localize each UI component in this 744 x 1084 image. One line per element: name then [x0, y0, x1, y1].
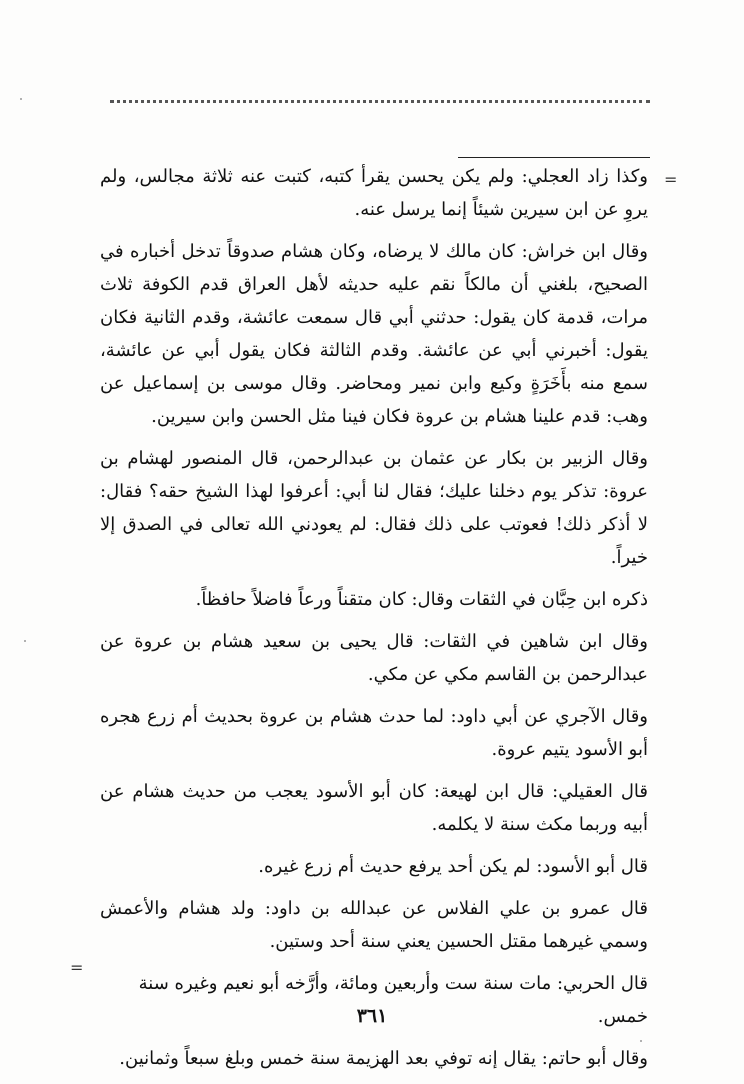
paragraph-ijli: وكذا زاد العجلي: ولم يكن يحسن يقرأ كتبه، كتبت عنه ثلاثة مجالس، ولم يروِ عن ابن سيرين شيئاً إنما يرسل عنه.: [100, 166, 648, 220]
paragraph-uqayli: قال العقيلي: قال ابن لهيعة: كان أبو الأسود يعجب من حديث هشام عن أبيه وربما مكث سنة لا يكلمه.: [100, 781, 648, 835]
scan-speck: [20, 98, 22, 100]
paragraph-fallas: قال عمرو بن علي الفلاس عن عبدالله بن داود: ولد هشام والأعمش وسمي غيرهما مقتل الحسين يعني سنة أحد وستين.: [100, 898, 648, 952]
paragraph-abu-al-aswad: قال أبو الأسود: لم يكن أحد يرفع حديث أم زرع غيره.: [258, 856, 648, 877]
scan-speck: [640, 1040, 642, 1042]
footnote-separator-rule: [458, 157, 650, 158]
paragraph-harbi: قال الحربي: مات سنة ست وأربعين ومائة، وأرَّخه أبو نعيم وغيره سنة خمس.: [138, 973, 648, 1027]
paragraph-abu-hatim: وقال أبو حاتم: يقال إنه توفي بعد الهزيمة سنة خمس وبلغ سبعاً وثمانين.: [119, 1048, 648, 1069]
margin-mark-bottom: =: [70, 958, 84, 977]
dotted-header-rule: [110, 100, 650, 103]
page-body: [100, 160, 648, 1084]
paragraph-ajurri: وقال الآجري عن أبي داود: لما حدث هشام بن عروة بحديث أم زرع هجره أبو الأسود يتيم عروة.: [100, 706, 648, 760]
margin-mark-top: =: [664, 170, 678, 189]
paragraph-ibn-shahin: وقال ابن شاهين في الثقات: قال يحيى بن سعيد هشام بن عروة عن عبدالرحمن بن القاسم مكي عن مكي.: [100, 631, 648, 685]
page-number: ٣٦١: [356, 1005, 388, 1027]
paragraph-ibn-khirash: وقال ابن خراش: كان مالك لا يرضاه، وكان هشام صدوقاً تدخل أخباره في الصحيح، بلغني أن مالكاً نقم عليه حديثه لأهل العراق قدم الكوفة ثلاث مرات، قدمة كان يقول: حدثني أبي قال سمعت عائشة، وقدم الثانية فكان يقول: أخبرني أبي عن عائشة. وقدم الثالثة فكان يقول أبي عن عائشة، سمع منه بأَخَرَةٍ وكيع وابن نمير ومحاضر. وقال موسى بن إسماعيل عن وهب: قدم علينا هشام بن عروة فكان فينا مثل الحسن وابن سيرين.: [100, 241, 648, 427]
scan-speck: [24, 640, 26, 642]
paragraph-zubayr: وقال الزبير بن بكار عن عثمان بن عبدالرحمن، قال المنصور لهشام بن عروة: تذكر يوم دخلنا عليك؛ فقال لنا أبي: أعرفوا لهذا الشيخ حقه؟ فقال: لا أذكر ذلك! فعوتب على ذلك فقال: لم يعودني الله تعالى في الصدق إلا خيراً.: [100, 448, 648, 568]
paragraph-ibn-hibban: ذكره ابن حِبَّان في الثقات وقال: كان متقناً ورعاً فاضلاً حافظاً.: [195, 589, 648, 610]
